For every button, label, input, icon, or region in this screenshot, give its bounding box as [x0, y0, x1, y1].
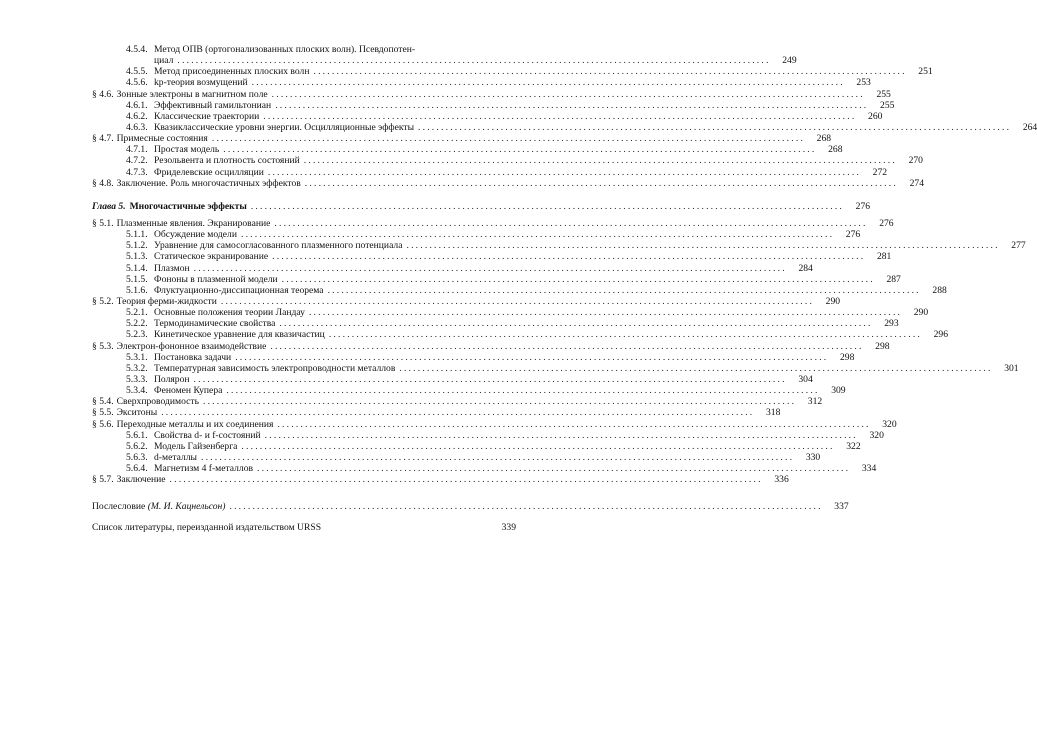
- dot-leader: .................................................................................................................................: [250, 200, 845, 212]
- toc-section-entry[interactable]: [92, 133, 832, 145]
- entry-title: Модель Гайзенберга: [154, 440, 238, 452]
- page-number: 276: [879, 217, 894, 229]
- toc-subsection-entry[interactable]: [92, 318, 899, 330]
- toc-section-entry[interactable]: [92, 474, 789, 486]
- toc-subsection-entry[interactable]: [92, 362, 1019, 374]
- entry-title: Плазмон: [154, 262, 190, 274]
- dot-leader: .................................................................................................................................: [418, 121, 1012, 133]
- entry-number: § 4.7.: [92, 133, 114, 145]
- entry-title: Экситоны: [116, 407, 158, 419]
- toc-subsection-entry[interactable]: [92, 385, 846, 397]
- dot-leader: .................................................................................................................................: [201, 451, 795, 463]
- page-number: 322: [846, 440, 861, 452]
- page-number: 301: [1004, 362, 1019, 374]
- toc-subsection-entry[interactable]: [92, 284, 947, 296]
- entry-number: 5.1.3.: [126, 251, 148, 263]
- page-number: 293: [884, 318, 899, 330]
- entry-title: Уравнение для самосогласованного плазменного потенциала: [154, 240, 403, 252]
- entry-title: Сверхпроводимость: [116, 396, 199, 408]
- toc-subsection-entry[interactable]: [92, 451, 821, 463]
- dot-leader: .................................................................................................................................: [399, 362, 993, 374]
- entry-title: kp-теория возмущений: [154, 77, 248, 89]
- toc-section-entry[interactable]: [92, 295, 841, 307]
- page-number: 281: [876, 251, 892, 263]
- page-number: 276: [855, 200, 871, 212]
- toc-section-entry[interactable]: [92, 340, 890, 352]
- page-number: 277: [1011, 240, 1026, 252]
- page-number: 339: [501, 522, 516, 534]
- chapter-number: Глава 5.: [92, 200, 126, 212]
- dot-leader: .................................................................................................................................: [161, 407, 755, 419]
- entry-title: Электрон-фононное взаимодействие: [116, 340, 267, 352]
- entry-title: Свойства d- и f-состояний: [154, 429, 261, 441]
- entry-title: Метод присоединенных плоских волн: [154, 66, 310, 78]
- page-number: 274: [909, 177, 924, 189]
- toc-subsection-entry[interactable]: [92, 44, 516, 55]
- toc-subsection-entry[interactable]: [92, 166, 888, 178]
- entry-number: 5.6.1.: [126, 429, 148, 441]
- dot-leader: .................................................................................................................................: [240, 229, 835, 241]
- entry-number: § 5.6.: [92, 418, 114, 430]
- page-number: 284: [798, 262, 813, 274]
- entry-title: Постановка задачи: [154, 351, 232, 363]
- toc-section-chapter5: [92, 217, 1026, 486]
- toc-subsection-entry[interactable]: [92, 307, 929, 319]
- entry-number: 5.1.5.: [126, 273, 148, 285]
- toc-section-entry[interactable]: [92, 88, 891, 100]
- dot-leader: .................................................................................................................................: [264, 429, 858, 441]
- page-number: 290: [825, 295, 841, 307]
- dot-leader: .................................................................................................................................: [169, 474, 763, 486]
- page-number: 251: [918, 66, 933, 78]
- entry-number: 5.6.3.: [126, 451, 148, 463]
- entry-number: 4.5.4.: [126, 44, 148, 55]
- page-number: 320: [882, 418, 897, 430]
- entry-number: 5.6.4.: [126, 463, 148, 475]
- toc-subsection-entry[interactable]: [92, 155, 923, 167]
- page-number: 330: [805, 451, 821, 463]
- entry-number: 5.2.2.: [126, 318, 148, 330]
- page-number: 298: [840, 351, 855, 363]
- page-number: 304: [798, 373, 813, 385]
- entry-title: Переходные металлы и их соединения: [116, 418, 274, 430]
- page-number: 320: [869, 429, 884, 441]
- entry-title: Примесные состояния: [116, 133, 208, 145]
- dot-leader: .................................................................................................................................: [308, 307, 903, 319]
- dot-leader: .................................................................................................................................: [274, 217, 868, 229]
- entry-title: Термодинамические свойства: [154, 318, 276, 330]
- dot-leader: .................................................................................................................................: [304, 177, 898, 189]
- entry-number: § 5.2.: [92, 295, 114, 307]
- entry-title: Полярон: [154, 373, 190, 385]
- entry-number: 4.7.2.: [126, 155, 148, 167]
- page-number: 288: [932, 284, 947, 296]
- entry-title: Фононы в плазменной модели: [154, 273, 278, 285]
- toc-subsection-entry[interactable]: [92, 240, 1026, 252]
- toc-subsection-entry[interactable]: [92, 251, 892, 263]
- toc-subsection-entry[interactable]: [92, 99, 895, 111]
- page-number: 336: [774, 474, 789, 486]
- dot-leader: .................................................................................................................................: [193, 262, 787, 274]
- page-number: 255: [880, 99, 895, 111]
- toc-subsection-entry[interactable]: [92, 351, 855, 363]
- toc-subsection-entry[interactable]: [92, 77, 871, 89]
- entry-title: Квазиклассические уровни энергии. Осцилляционные эффекты: [154, 121, 415, 133]
- entry-number: 4.5.5.: [126, 66, 148, 78]
- page-number: 309: [831, 385, 846, 397]
- entry-number: § 4.6.: [92, 88, 114, 100]
- entry-number: 5.3.4.: [126, 385, 148, 397]
- page-number: 249: [782, 55, 797, 67]
- page-number: 298: [875, 340, 890, 352]
- entry-number: 5.1.4.: [126, 262, 148, 274]
- entry-title: Кинетическое уравнение для квазичастиц: [154, 329, 325, 341]
- entry-title: Фриделевские осцилляции: [154, 166, 264, 178]
- dot-leader: .................................................................................................................................: [229, 501, 823, 513]
- chapter-title: Многочастичные эффекты: [129, 200, 247, 212]
- entry-title: Зонные электроны в магнитном поле: [116, 88, 268, 100]
- chapter-5-heading[interactable]: [92, 200, 871, 212]
- page-number: 290: [913, 307, 929, 319]
- page-number: 270: [908, 155, 923, 167]
- entry-title: Статическое экранирование: [154, 251, 269, 263]
- dot-leader: .................................................................................................................................: [406, 240, 1000, 252]
- entry-title: d-металлы: [154, 451, 197, 463]
- page-number: 287: [886, 273, 901, 285]
- entry-title: Метод ОПВ (ортогонализованных плоских волн). Псевдопотен-: [154, 44, 416, 55]
- dot-leader: .................................................................................................................................: [241, 440, 835, 452]
- page-number: 264: [1022, 121, 1037, 133]
- page-number: 334: [861, 463, 877, 475]
- toc-subsection-entry[interactable]: [92, 55, 797, 67]
- toc-subsection-entry[interactable]: [92, 329, 949, 341]
- entry-title: Плазменные явления. Экранирование: [116, 217, 271, 229]
- toc-section-entry[interactable]: [92, 418, 897, 430]
- entry-number: 4.5.6.: [126, 77, 148, 89]
- dot-leader: .................................................................................................................................: [277, 418, 871, 430]
- toc-subsection-entry[interactable]: [92, 429, 884, 441]
- page-number: 268: [828, 144, 843, 156]
- entry-title: Обсуждение модели: [154, 229, 237, 241]
- entry-number: 4.6.3.: [126, 121, 148, 133]
- entry-number: § 5.4.: [92, 396, 114, 408]
- toc-subsection-entry[interactable]: [92, 144, 843, 156]
- toc-section-entry[interactable]: [92, 407, 781, 419]
- dot-leader: .................................................................................................................................: [220, 295, 815, 307]
- afterword-title: Послесловие (М. И. Кацнельсон): [92, 501, 226, 513]
- entry-number: 4.7.1.: [126, 144, 148, 156]
- page-number: 260: [868, 110, 883, 122]
- toc-subsection-entry[interactable]: [92, 273, 901, 285]
- dot-leader: .................................................................................................................................: [271, 88, 865, 100]
- page-number: 253: [856, 77, 871, 89]
- entry-number: 4.6.2.: [126, 110, 148, 122]
- toc-subsection-entry[interactable]: [92, 262, 813, 274]
- entry-title: Основные положения теории Ландау: [154, 307, 305, 319]
- dot-leader: .................................................................................................................................: [251, 77, 845, 89]
- bibliography-entry[interactable]: [92, 522, 516, 533]
- entry-title: Магнетизм 4 f-металлов: [154, 463, 254, 475]
- toc-section-chapter4-tail: [92, 44, 1037, 189]
- toc-subsection-entry[interactable]: [92, 229, 861, 241]
- dot-leader: .................................................................................................................................: [202, 396, 797, 408]
- dot-leader: .................................................................................................................................: [313, 66, 907, 78]
- entry-title: циал: [154, 55, 174, 67]
- toc-subsection-entry[interactable]: [92, 373, 813, 385]
- entry-number: § 5.1.: [92, 217, 114, 229]
- entry-number: 5.6.2.: [126, 440, 148, 452]
- dot-leader: .................................................................................................................................: [328, 329, 923, 341]
- dot-leader: .................................................................................................................................: [279, 318, 873, 330]
- page-number: 272: [872, 166, 888, 178]
- toc-section-entry[interactable]: [92, 217, 894, 229]
- page-number: 255: [876, 88, 891, 100]
- entry-title: Теория ферми-жидкости: [116, 295, 217, 307]
- entry-title: Флуктуационно-диссипационная теорема: [154, 284, 324, 296]
- entry-number: 4.7.3.: [126, 166, 148, 178]
- entry-title: Классические траектории: [154, 110, 260, 122]
- entry-number: 5.1.6.: [126, 284, 148, 296]
- dot-leader: .................................................................................................................................: [211, 133, 806, 145]
- entry-title: Заключение. Роль многочастичных эффектов: [116, 177, 301, 189]
- entry-title: Простая модель: [154, 144, 220, 156]
- entry-number: § 5.3.: [92, 340, 114, 352]
- page-number: 337: [834, 501, 849, 513]
- toc-subsection-entry[interactable]: [92, 110, 883, 122]
- bibliography-title: Список литературы, переизданной издательством URSS: [92, 522, 322, 534]
- entry-title: Заключение: [116, 474, 166, 486]
- page-number: 318: [766, 407, 781, 419]
- afterword-entry[interactable]: [92, 501, 849, 513]
- dot-leader: .................................................................................................................................: [263, 110, 857, 122]
- entry-title: Эффективный гамильтониан: [154, 99, 272, 111]
- entry-title: Температурная зависимость электропроводности металлов: [154, 362, 396, 374]
- toc-subsection-entry[interactable]: [92, 440, 861, 452]
- page-number: 276: [845, 229, 861, 241]
- entry-title: Феномен Купера: [154, 385, 223, 397]
- entry-number: § 5.5.: [92, 407, 114, 419]
- dot-leader: .................................................................................................................................: [267, 166, 862, 178]
- toc-section-entry[interactable]: [92, 396, 823, 408]
- entry-number: 5.1.2.: [126, 240, 148, 252]
- dot-leader: .................................................................................................................................: [272, 251, 866, 263]
- toc-subsection-entry[interactable]: [92, 66, 933, 78]
- dot-leader: .................................................................................................................................: [226, 385, 820, 397]
- afterword-author: (М. И. Кацнельсон): [147, 501, 226, 513]
- dot-leader: .................................................................................................................................: [275, 99, 869, 111]
- dot-leader: .................................................................................................................................: [327, 284, 921, 296]
- entry-title: Резольвента и плотность состояний: [154, 155, 300, 167]
- table-of-contents: [92, 44, 1037, 534]
- entry-number: 5.2.1.: [126, 307, 148, 319]
- dot-leader: .................................................................................................................................: [193, 373, 787, 385]
- entry-number: 5.3.3.: [126, 373, 148, 385]
- toc-section-entry[interactable]: [92, 177, 924, 189]
- toc-subsection-entry[interactable]: [92, 121, 1037, 133]
- entry-number: 5.1.1.: [126, 229, 148, 241]
- dot-leader: .................................................................................................................................: [223, 144, 817, 156]
- dot-leader: .................................................................................................................................: [281, 273, 875, 285]
- entry-number: 4.6.1.: [126, 99, 148, 111]
- dot-leader: .................................................................................................................................: [257, 463, 851, 475]
- page-number: 312: [807, 396, 823, 408]
- page-number: 268: [816, 133, 832, 145]
- page-number: 296: [933, 329, 949, 341]
- dot-leader: .................................................................................................................................: [177, 55, 771, 67]
- entry-number: § 4.8.: [92, 177, 114, 189]
- dot-leader: .................................................................................................................................: [235, 351, 829, 363]
- entry-number: § 5.7.: [92, 474, 114, 486]
- entry-number: 5.2.3.: [126, 329, 148, 341]
- toc-subsection-entry[interactable]: [92, 463, 877, 475]
- entry-number: 5.3.1.: [126, 351, 148, 363]
- dot-leader: .................................................................................................................................: [303, 155, 897, 167]
- entry-number: 5.3.2.: [126, 362, 148, 374]
- dot-leader: .................................................................................................................................: [270, 340, 864, 352]
